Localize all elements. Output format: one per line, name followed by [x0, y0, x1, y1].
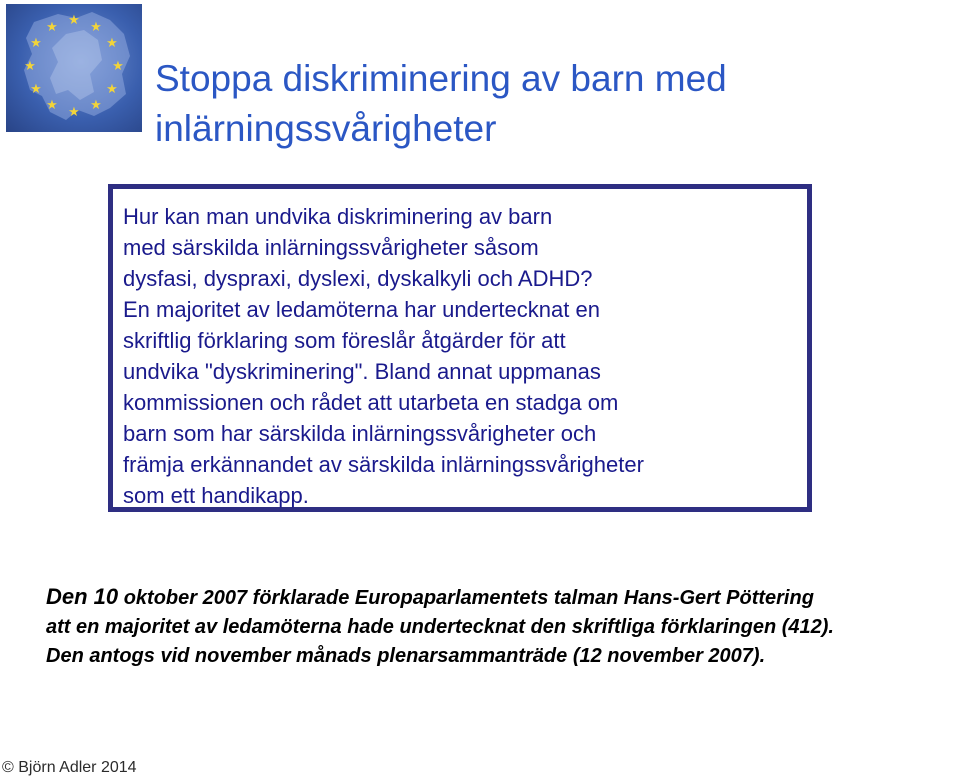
question-line: Hur kan man undvika diskriminering av barn	[123, 204, 553, 229]
statement-text	[46, 582, 834, 671]
question-line: med särskilda inlärningssvårigheter såsom	[123, 235, 539, 260]
question-line: undvika "dyskriminering". Bland annat uppmanas	[123, 359, 601, 384]
svg-text:★: ★	[90, 98, 102, 113]
question-line: skriftlig förklaring som föreslår åtgärder för att	[123, 328, 566, 353]
svg-text:★: ★	[106, 82, 118, 97]
statement-line-1	[46, 582, 834, 613]
svg-text:★: ★	[30, 82, 42, 97]
slide-title-line-1: Stoppa diskriminering av barn med	[155, 58, 727, 99]
question-line: kommissionen och rådet att utarbeta en stadga om	[123, 390, 619, 415]
question-line: främja erkännandet av särskilda inlärningssvårigheter	[123, 452, 644, 477]
svg-text:★: ★	[90, 20, 102, 35]
statement-date-prefix: Den 10	[46, 584, 119, 609]
svg-text:★: ★	[68, 13, 80, 28]
svg-text:★: ★	[46, 98, 58, 113]
slide-title	[155, 54, 945, 154]
copyright-notice: © Björn Adler 2014	[2, 759, 137, 776]
slide-title-line-2: inlärningssvårigheter	[155, 108, 497, 149]
question-box	[108, 184, 812, 512]
question-line: barn som har särskilda inlärningssvårigheter och	[123, 421, 597, 446]
question-line: som ett handikapp.	[123, 483, 309, 508]
svg-text:★: ★	[68, 105, 80, 120]
svg-text:★: ★	[30, 36, 42, 51]
eu-stars-map-logo	[6, 4, 142, 132]
statement-line-2: att en majoritet av ledamöterna hade undertecknat den skriftliga förklaringen (412).	[46, 616, 834, 638]
svg-text:★: ★	[112, 59, 124, 74]
statement-line-1-rest: oktober 2007 förklarade Europaparlamentets talman Hans-Gert Pöttering	[118, 587, 814, 609]
svg-text:★: ★	[106, 36, 118, 51]
svg-text:★: ★	[24, 59, 36, 74]
svg-text:★: ★	[46, 20, 58, 35]
statement-line-3: Den antogs vid november månads plenarsammanträde (12 november 2007).	[46, 645, 766, 667]
question-text	[123, 201, 644, 511]
question-line: dysfasi, dyspraxi, dyslexi, dyskalkyli och ADHD?	[123, 266, 593, 291]
question-line: En majoritet av ledamöterna har undertecknat en	[123, 297, 600, 322]
